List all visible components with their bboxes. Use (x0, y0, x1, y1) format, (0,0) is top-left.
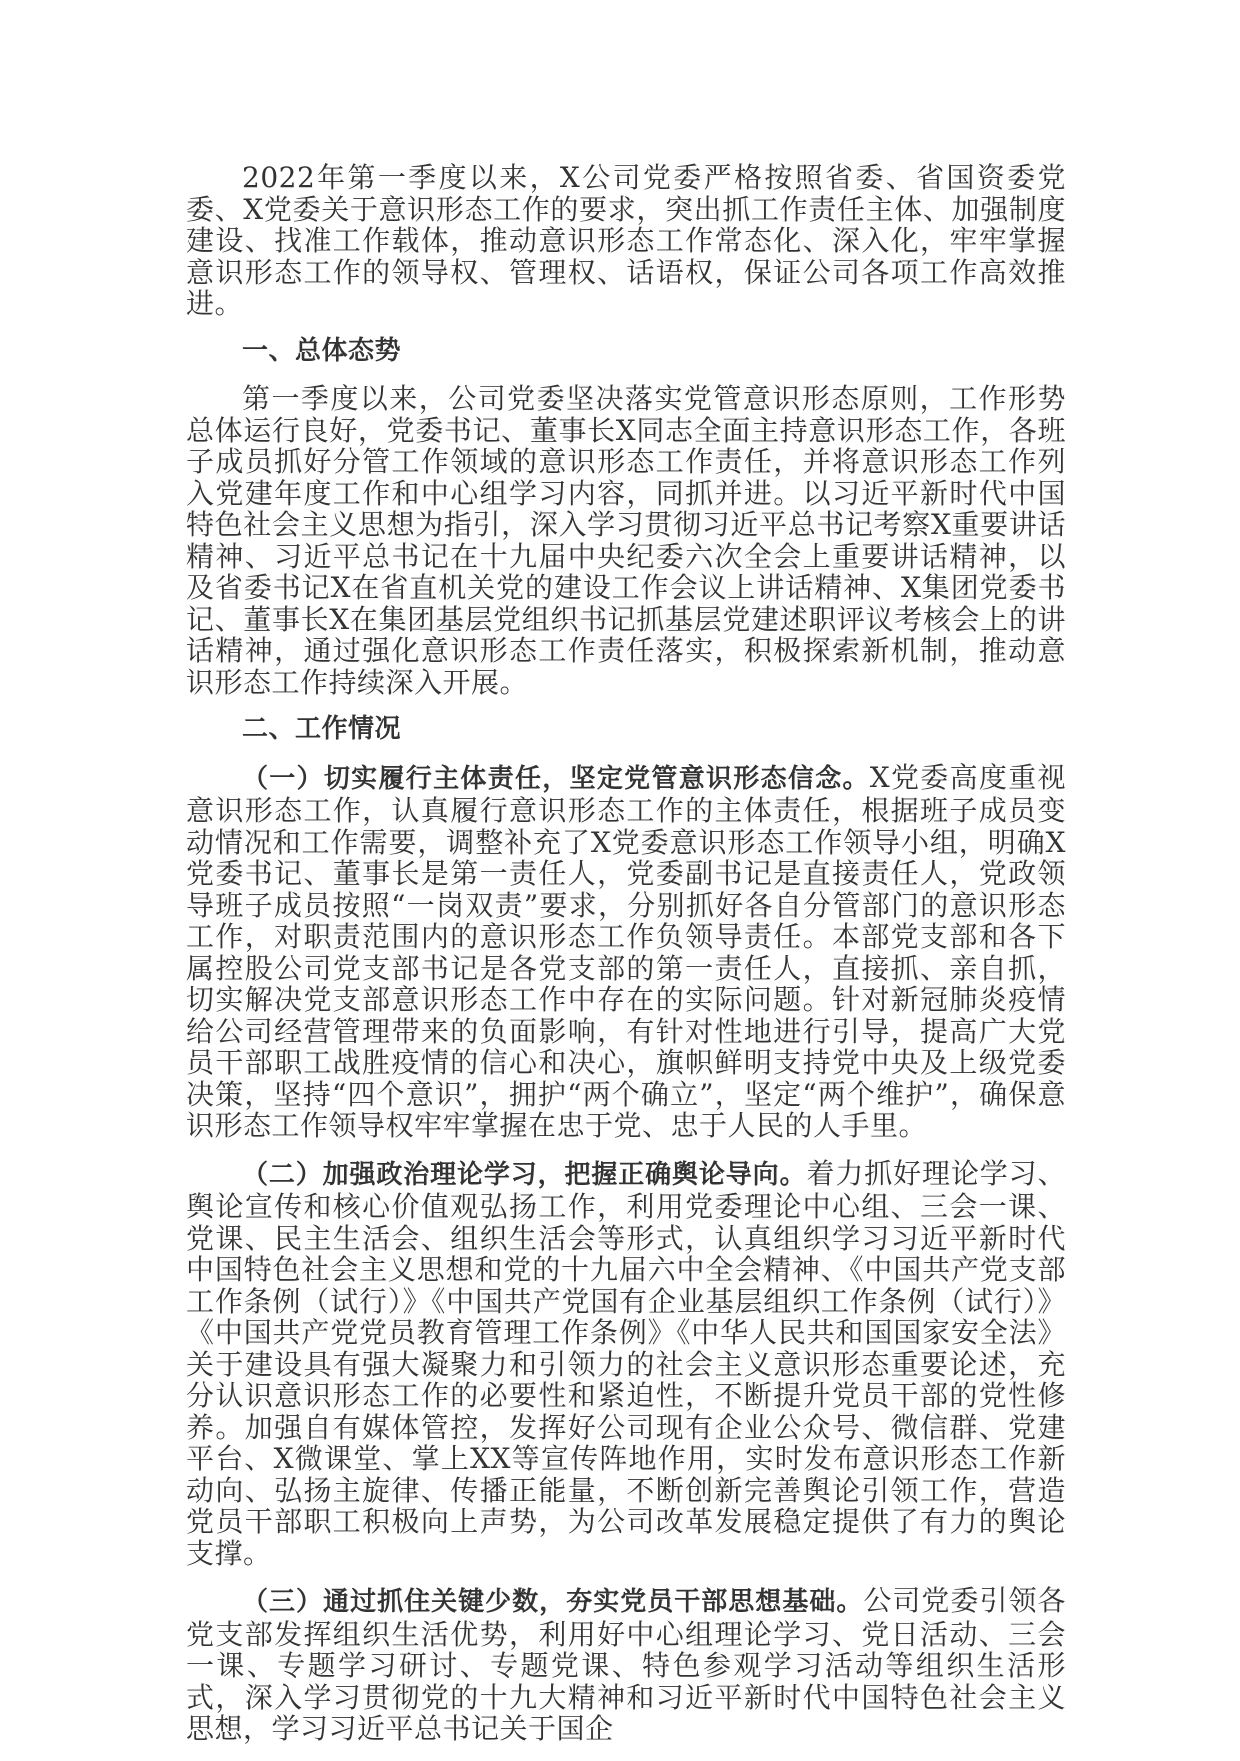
subsection-1-body: X党委高度重视意识形态工作，认真履行意识形态工作的主体责任，根据班子成员变动情况和工作需要，调整补充了X党委意识形态工作领导小组，明确X党委书记、董事长是第一责任人，党委副书记是直接责任人，党政领导班子成员按照“一岗双责”要求，分别抓好各自分管部门的意识形态工作，对职责范围内的意识形态工作负领导责任。本部党支部和各下属控股公司党支部书记是各党支部的第一责任人，直接抓、亲自抓，切实解决党支部意识形态工作中存在的实际问题。针对新冠肺炎疫情给公司经营管理带来的负面影响，有针对性地进行引导，提高广大党员干部职工战胜疫情的信心和决心，旗帜鲜明支持党中央及上级党委决策，坚持“四个意识”，拥护“两个确立”，坚定“两个维护”，确保意识形态工作领导权牢牢掌握在忠于党、忠于人民的人手里。 (186, 760, 1066, 1142)
subsection-3-paragraph (186, 1585, 1066, 1745)
subsection-1-lead: （一）切实履行主体责任，坚定党管意识形态信念。 (242, 763, 870, 794)
subsection-3-body: 公司党委引领各党支部发挥组织生活优势，利用好中心组理论学习、党日活动、三会一课、专题学习研讨、专题党课、特色参观学习活动等组织生活形式，深入学习贯彻党的十九大精神和习近平新时代中国特色社会主义思想，学习习近平总书记关于国企 (186, 1584, 1066, 1745)
overall-situation-paragraph: 第一季度以来，公司党委坚决落实党管意识形态原则，工作形势总体运行良好，党委书记、董事长X同志全面主持意识形态工作，各班子成员抓好分管工作领域的意识形态工作责任，并将意识形态工作列入党建年度工作和中心组学习内容，同抓并进。以习近平新时代中国特色社会主义思想为指引，深入学习贯彻习近平总书记考察X重要讲话精神、习近平总书记在十九届中央纪委六次全会上重要讲话精神，以及省委书记X在省直机关党的建设工作会议上讲话精神、X集团党委书记、董事长X在集团基层党组织书记抓基层党建述职评议考核会上的讲话精神，通过强化意识形态工作责任落实，积极探索新机制，推动意识形态工作持续深入开展。 (186, 382, 1066, 699)
subsection-2-paragraph (186, 1158, 1066, 1570)
document-page (186, 162, 1066, 1761)
subsection-3-lead: （三）通过抓住关键少数，夯实党员干部思想基础。 (242, 1587, 864, 1617)
section-heading-work-status: 二、工作情况 (242, 714, 402, 744)
intro-paragraph: 2022年第一季度以来，X公司党委严格按照省委、省国资委党委、X党委关于意识形态工作的要求，突出抓工作责任主体、加强制度建设、找准工作载体，推动意识形态工作常态化、深入化，牢牢掌握意识形态工作的领导权、管理权、话语权，保证公司各项工作高效推进。 (186, 161, 1066, 320)
section-heading-overall-situation: 一、总体态势 (242, 335, 402, 366)
subsection-2-lead: （二）加强政治理论学习，把握正确舆论导向。 (242, 1159, 807, 1190)
subsection-1-paragraph (186, 762, 1066, 1142)
subsection-2-body: 着力抓好理论学习、舆论宣传和核心价值观弘扬工作，利用党委理论中心组、三会一课、党课、民主生活会、组织生活会等形式，认真组织学习习近平新时代中国特色社会主义思想和党的十九届六中全会精神、《中国共产党支部工作条例（试行）》《中国共产党国有企业基层组织工作条例（试行）》《中国共产党党员教育管理工作条例》《中华人民共和国国家安全法》关于建设具有强大凝聚力和引领力的社会主义意识形态重要论述，充分认识意识形态工作的必要性和紧迫性，不断提升党员干部的党性修养。加强自有媒体管控，发挥好公司现有企业公众号、微信群、党建平台、X微课堂、掌上XX等宣传阵地作用，实时发布意识形态工作新动向、弘扬主旋律、传播正能量，不断创新完善舆论引领工作，营造党员干部职工积极向上声势，为公司改革发展稳定提供了有力的舆论支撑。 (186, 1156, 1066, 1570)
